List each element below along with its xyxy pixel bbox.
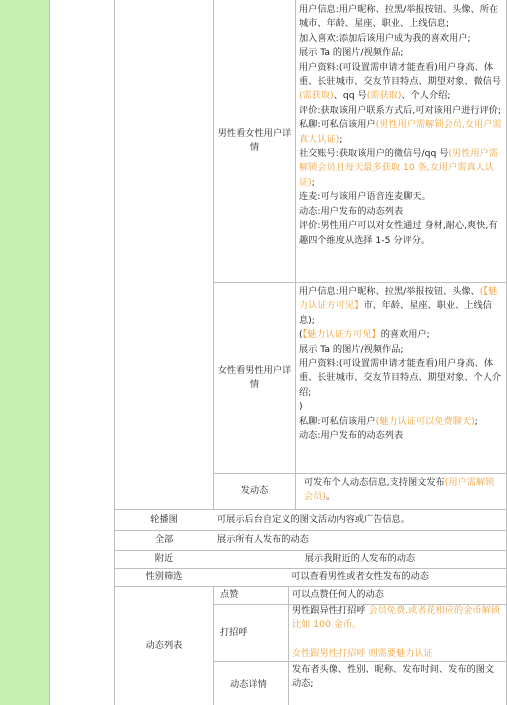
detail-segment: 用户资料:(可设置需申请才能查看)用户身高、体重、长驻城市、交友节目特点、期望对象、微信号 bbox=[299, 61, 502, 88]
detail-segment: 魅力认证方可见 bbox=[299, 286, 498, 312]
detail-segment: 动态:用户发布的动态列表 bbox=[299, 430, 404, 442]
detail-segment: 展示 Ta 的图片/视频作品; bbox=[299, 343, 404, 355]
detail-line bbox=[299, 400, 503, 414]
dynamic-list-label: 动态列表 bbox=[145, 639, 183, 651]
tab-all-label[interactable]: 全部 bbox=[154, 534, 174, 546]
detail-line bbox=[299, 32, 503, 46]
detail-line bbox=[299, 285, 503, 328]
detail-segment: 市、年龄、星座、职业、上线信息); bbox=[299, 300, 492, 326]
tab-nearby-text: 展示我附近的人发布的动态 bbox=[304, 553, 416, 565]
detail-line bbox=[299, 46, 503, 60]
greet-label[interactable]: 打招呼 bbox=[220, 626, 248, 638]
carousel-label: 轮播图 bbox=[150, 513, 178, 525]
detail-line bbox=[299, 415, 503, 429]
detail-segment: 评价:男性用户可以对女性通过 身材,耐心,爽快,有趣四个维度从选择 1-5 分评分。 bbox=[299, 220, 498, 246]
detail-line bbox=[299, 357, 503, 400]
detail-line bbox=[299, 147, 503, 190]
detail-segment: ; bbox=[339, 133, 343, 145]
detail-segment: 展示 Ta 的图片/视频作品; bbox=[299, 47, 404, 59]
detail-line bbox=[299, 104, 503, 118]
detail-line bbox=[299, 219, 503, 248]
detail-segment: 】 bbox=[354, 300, 364, 312]
detail-text: 发布者头像、性别、昵称、发布时间、发布的图文动态; bbox=[292, 664, 495, 690]
like-label[interactable]: 点赞 bbox=[220, 589, 239, 601]
detail-segment: (需获取) bbox=[299, 90, 334, 102]
male-view-details bbox=[296, 3, 506, 282]
detail-line bbox=[299, 343, 503, 357]
carousel-text: 可展示后台自定义的图文活动内容或广告信息。 bbox=[217, 513, 410, 525]
detail-segment: ( bbox=[299, 329, 303, 341]
detail-segment: (魅力认证可以免费聊天) bbox=[375, 415, 475, 427]
tab-nearby-label[interactable]: 附近 bbox=[154, 553, 174, 565]
post-dynamic-label: 发动态 bbox=[240, 485, 269, 497]
tab-all-text: 展示所有人发布的动态 bbox=[217, 534, 309, 546]
detail-segment: 用户信息:用户昵称、拉黑/举报按钮、头像、 bbox=[299, 286, 480, 297]
detail-line bbox=[299, 3, 503, 32]
detail-label: 动态详情 bbox=[230, 679, 267, 690]
detail-line bbox=[299, 118, 503, 147]
detail-segment: 私聊:可私信该用户 bbox=[299, 119, 376, 131]
post-dynamic-text: 可发布个人动态信息,支持图文发布(用户需解锁会员)。 bbox=[304, 477, 495, 503]
detail-line bbox=[299, 205, 503, 219]
greet-text: 男性跟异性打招呼 会员免费,或者花相应的金币解锁 比如 100 金币。 女性跟男性打招呼 则需要魅力认证 bbox=[292, 605, 500, 659]
detail-segment: ; bbox=[311, 176, 315, 188]
detail-segment: 动态:用户发布的动态列表 bbox=[299, 205, 404, 217]
detail-segment: 、个人介绍; bbox=[401, 90, 451, 102]
detail-line bbox=[299, 429, 503, 443]
female-view-label: 女性看男性用户详情 bbox=[217, 364, 292, 390]
gender-filter-label[interactable]: 性别筛选 bbox=[145, 571, 183, 583]
detail-segment: 私聊:可私信该用户 bbox=[299, 415, 376, 427]
detail-line bbox=[299, 328, 503, 342]
detail-segment: 评价:获取该用户联系方式后,可对该用户进行评价; bbox=[299, 104, 502, 116]
left-green-column bbox=[0, 0, 49, 705]
detail-line bbox=[299, 190, 503, 204]
female-view-details bbox=[296, 285, 506, 473]
grid-line bbox=[49, 0, 50, 705]
detail-segment: (男性用户需解锁会员,女用户需真人认证) bbox=[299, 119, 502, 145]
male-view-label: 男性看女性用户详情 bbox=[217, 127, 292, 153]
detail-segment: 连麦:可与该用户语音连麦聊天。 bbox=[299, 191, 431, 203]
detail-segment: ; bbox=[474, 415, 478, 427]
detail-segment: 用户资料:(可设置需申请才能查看)用户身高、体重、长驻城市、交友节目特点、期望对象、个人介绍; bbox=[299, 358, 502, 398]
detail-segment: 、qq 号 bbox=[333, 90, 367, 102]
detail-segment: 用户信息:用户昵称、拉黑/举报按钮、头像、所在城市、年龄、星座、职业、上线信息; bbox=[299, 4, 499, 30]
detail-segment: 【魅力认证方可见】 bbox=[302, 329, 381, 341]
detail-segment: ) bbox=[299, 401, 303, 413]
detail-line bbox=[299, 61, 503, 104]
gender-filter-text: 可以查看男性或者女性发布的动态 bbox=[291, 571, 429, 583]
detail-segment: 的喜欢用户; bbox=[380, 329, 430, 341]
detail-segment: (男性用户需解锁会员且每天最多获取 10 条,女用户需真人认证) bbox=[299, 148, 498, 188]
detail-segment: 加入喜欢:添加后该用户成为我的喜欢用户; bbox=[299, 32, 471, 44]
detail-segment: (【 bbox=[479, 286, 488, 297]
like-text: 可以点赞任何人的动态 bbox=[292, 589, 384, 601]
detail-segment: (需获取) bbox=[366, 90, 402, 102]
detail-segment: 社交账号:获取该用户的微信号/qq 号 bbox=[299, 148, 449, 160]
